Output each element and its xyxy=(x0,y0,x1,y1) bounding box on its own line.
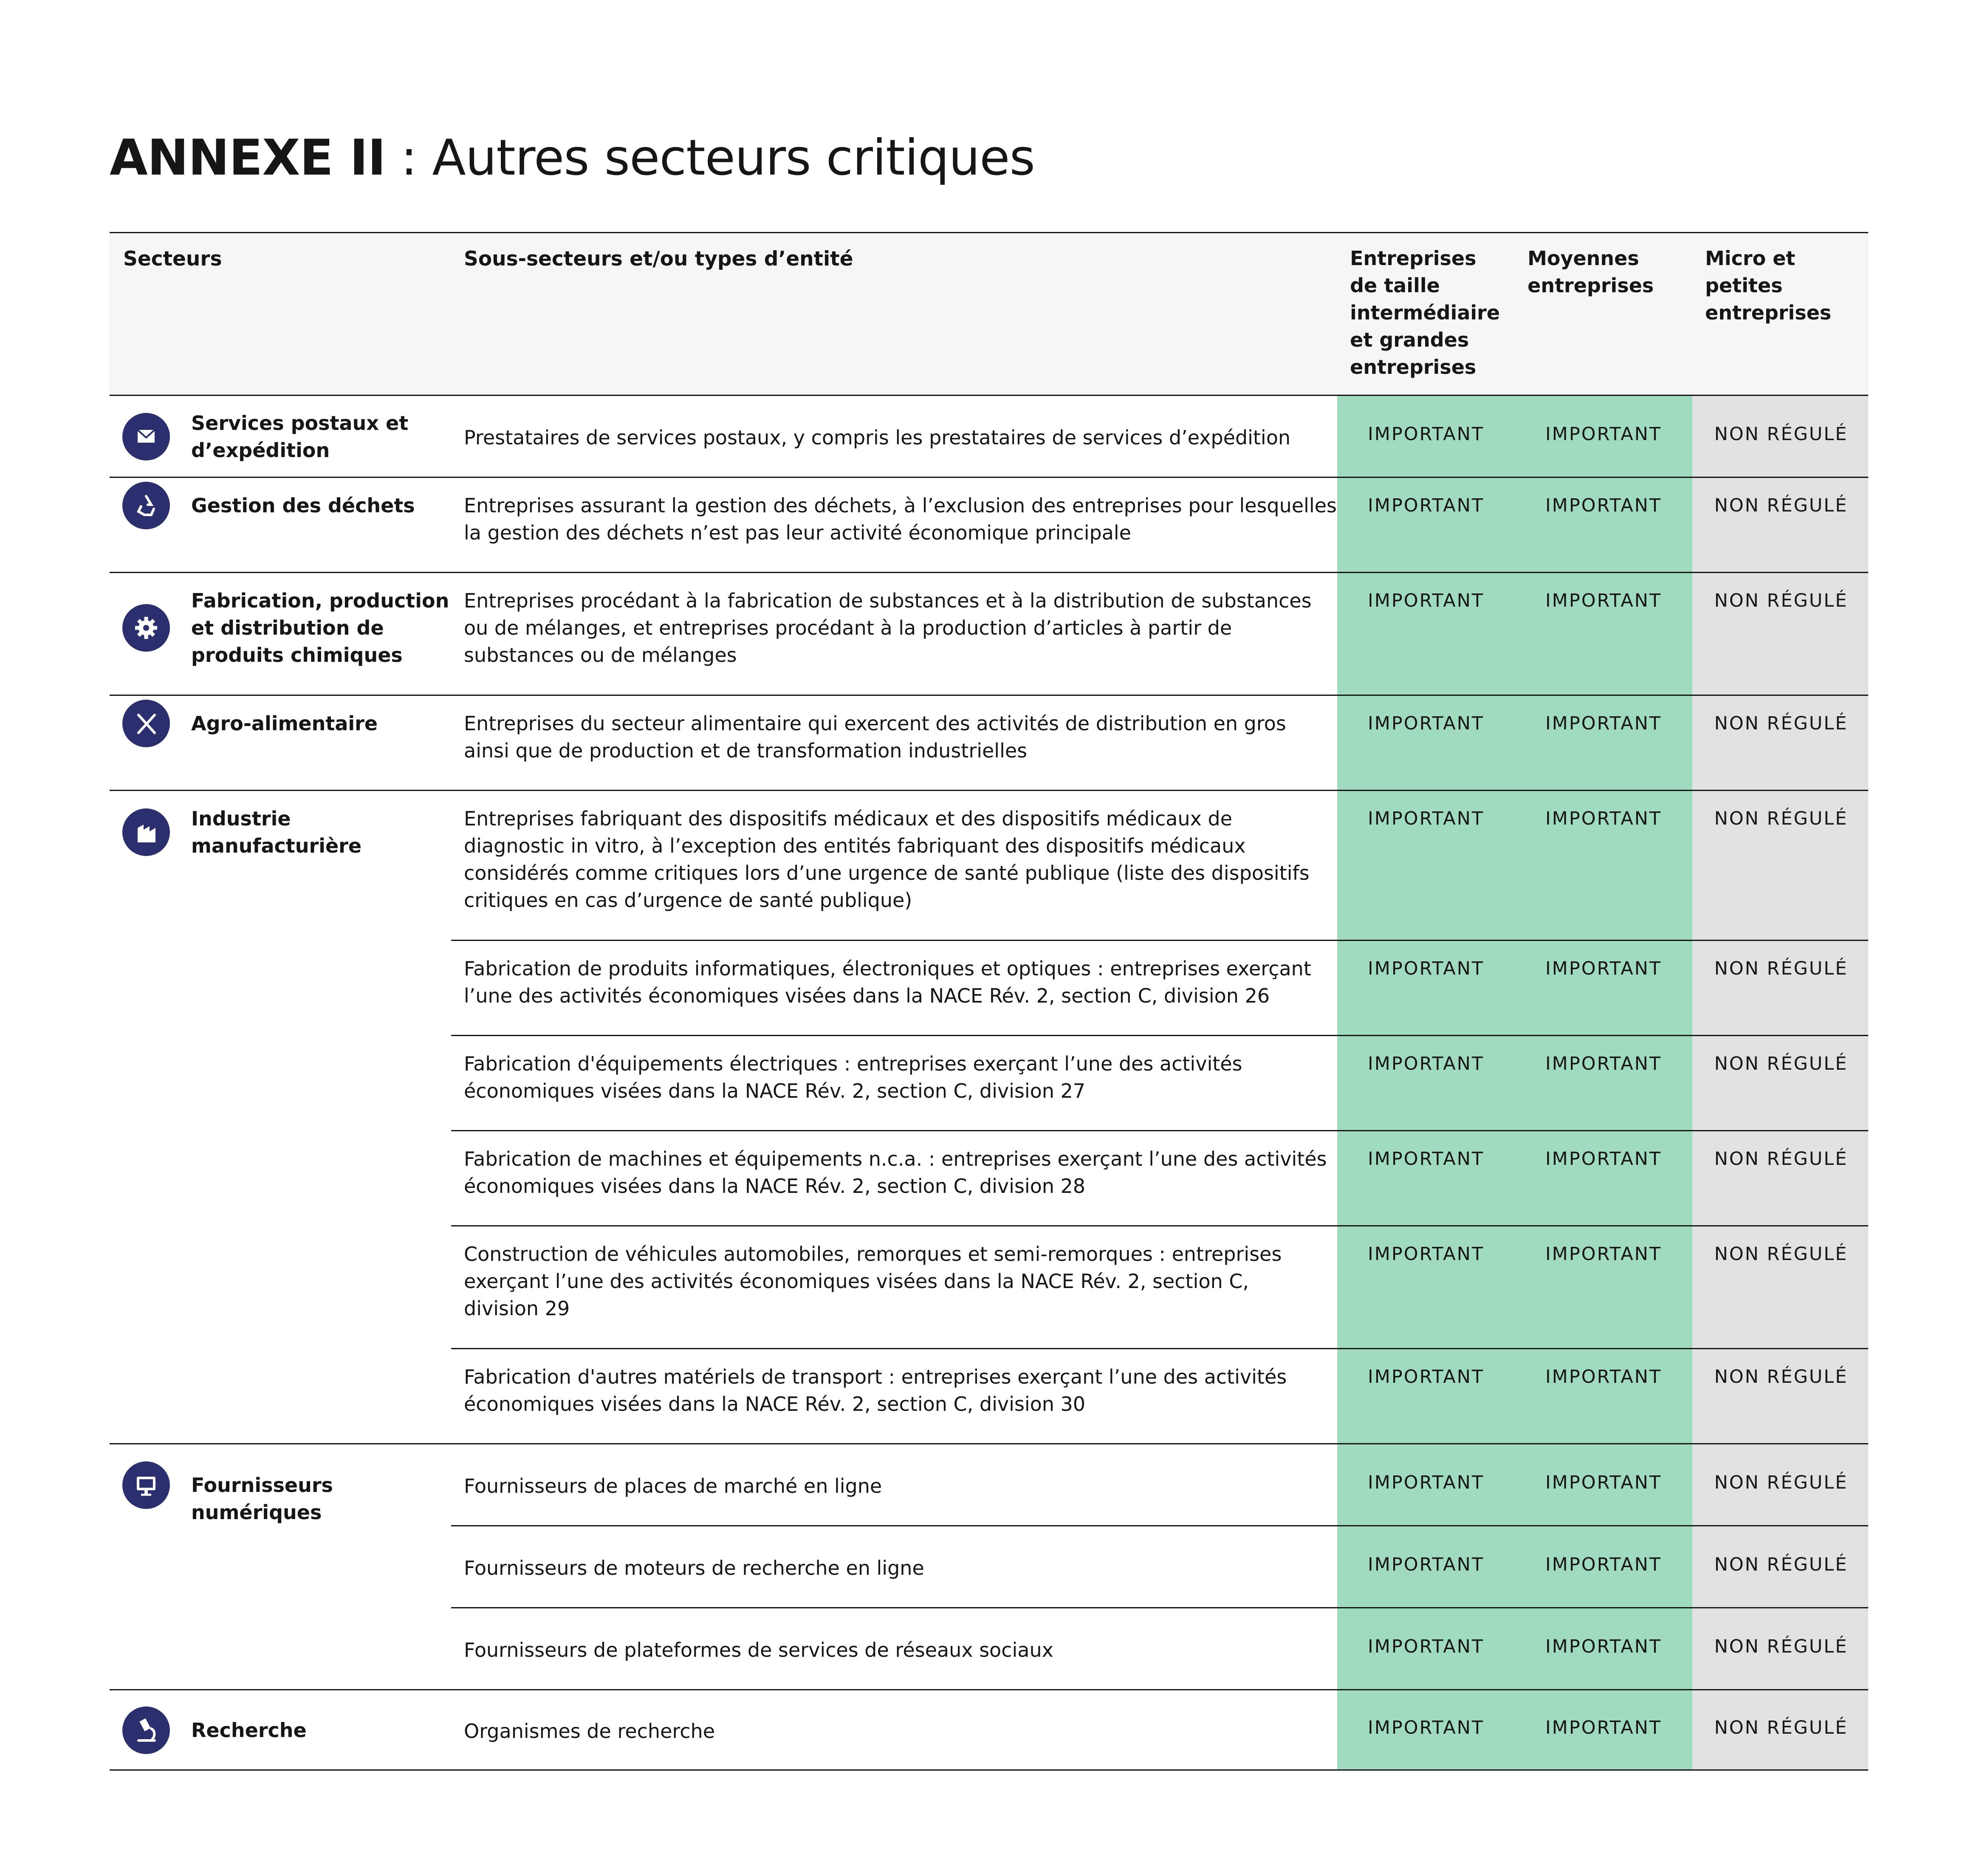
subsector-description-line: Construction de véhicules automobiles, remorques et semi-remorques : entreprises xyxy=(464,1243,1282,1266)
monitor-icon xyxy=(122,1461,170,1509)
header-small-enterprises-line: petites xyxy=(1705,274,1783,297)
sector-name xyxy=(191,587,463,669)
status-small-badge: NON RÉGULÉ xyxy=(1714,495,1848,516)
subsector-description-line: critiques en cas d’urgence de santé publique) xyxy=(464,889,912,912)
mail-icon xyxy=(122,413,170,461)
status-small-badge: NON RÉGULÉ xyxy=(1714,958,1848,979)
status-medium-badge: IMPORTANT xyxy=(1545,1554,1662,1575)
status-medium-badge: IMPORTANT xyxy=(1545,1366,1662,1387)
row-divider xyxy=(110,695,1868,696)
row-divider xyxy=(451,1607,1868,1608)
row-divider xyxy=(451,1348,1868,1349)
sector-name-line: manufacturière xyxy=(191,834,362,857)
subsector-description-line: Fournisseurs de plateformes de services de réseaux sociaux xyxy=(464,1639,1053,1661)
header-small-enterprises-line: Micro et xyxy=(1705,247,1796,270)
status-small-badge: NON RÉGULÉ xyxy=(1714,1636,1848,1657)
subsector-description xyxy=(464,1636,1352,1664)
status-large-badge: IMPORTANT xyxy=(1367,1636,1485,1657)
status-small-badge: NON RÉGULÉ xyxy=(1714,1053,1848,1074)
header-large-enterprises xyxy=(1350,245,1500,381)
row-divider xyxy=(110,477,1868,478)
status-medium-badge: IMPORTANT xyxy=(1545,495,1662,516)
factory-icon xyxy=(122,808,170,856)
subsector-description xyxy=(464,1240,1352,1322)
status-small-badge: NON RÉGULÉ xyxy=(1714,1554,1848,1575)
status-small-badge: NON RÉGULÉ xyxy=(1714,1243,1848,1265)
subsector-description-line: Entreprises du secteur alimentaire qui exercent des activités de distribution en gros xyxy=(464,712,1286,735)
sector-name-line: Gestion des déchets xyxy=(191,494,415,517)
status-large-badge: IMPORTANT xyxy=(1367,1717,1485,1738)
status-medium-badge: IMPORTANT xyxy=(1545,808,1662,829)
microscope-icon xyxy=(122,1706,170,1754)
row-divider xyxy=(451,1225,1868,1226)
status-medium-badge: IMPORTANT xyxy=(1545,424,1662,445)
subsector-description-line: Organismes de recherche xyxy=(464,1720,715,1743)
subsector-description-line: division 29 xyxy=(464,1297,570,1320)
subsector-description-line: la gestion des déchets n’est pas leur activité économique principale xyxy=(464,521,1131,544)
subsector-description-line: Prestataires de services postaux, y compris les prestataires de services d’expédition xyxy=(464,426,1290,449)
status-large-badge: IMPORTANT xyxy=(1367,958,1485,979)
status-large-badge: IMPORTANT xyxy=(1367,1554,1485,1575)
header-small-enterprises xyxy=(1705,245,1831,326)
row-divider xyxy=(451,1035,1868,1036)
subsector-description xyxy=(464,1050,1352,1105)
status-medium-badge: IMPORTANT xyxy=(1545,1148,1662,1170)
row-divider xyxy=(451,1130,1868,1131)
status-large-badge: IMPORTANT xyxy=(1367,1472,1485,1493)
sector-name-line: d’expédition xyxy=(191,439,330,462)
status-small-badge: NON RÉGULÉ xyxy=(1714,424,1848,445)
sector-name xyxy=(191,410,463,464)
status-small-badge: NON RÉGULÉ xyxy=(1714,1717,1848,1738)
status-large-badge: IMPORTANT xyxy=(1367,808,1485,829)
title-annex: ANNEXE II xyxy=(110,129,386,186)
status-large-badge: IMPORTANT xyxy=(1367,1148,1485,1170)
sector-name-line: Agro-alimentaire xyxy=(191,712,378,735)
subsector-description xyxy=(464,710,1352,764)
subsector-description-line: ainsi que de production et de transformation industrielles xyxy=(464,739,1028,762)
sector-name xyxy=(191,710,463,737)
subsector-description-line: économiques visées dans la NACE Rév. 2, section C, division 28 xyxy=(464,1175,1086,1198)
subsector-description-line: Entreprises procédant à la fabrication de substances et à la distribution de substances xyxy=(464,589,1312,612)
subsector-description xyxy=(464,1718,1352,1745)
subsector-description-line: Fabrication d'équipements électriques : entreprises exerçant l’une des activités xyxy=(464,1052,1242,1075)
subsector-description-line: substances ou de mélanges xyxy=(464,644,737,667)
header-large-enterprises-line: intermédiaire xyxy=(1350,301,1500,324)
row-divider xyxy=(110,1443,1868,1444)
status-small-badge: NON RÉGULÉ xyxy=(1714,808,1848,829)
status-medium-badge: IMPORTANT xyxy=(1545,1472,1662,1493)
header-divider xyxy=(110,395,1868,396)
sector-name-line: et distribution de xyxy=(191,616,384,639)
header-large-enterprises-line: Entreprises xyxy=(1350,247,1477,270)
row-divider xyxy=(451,1525,1868,1526)
status-large-badge: IMPORTANT xyxy=(1367,424,1485,445)
status-medium-badge: IMPORTANT xyxy=(1545,1243,1662,1265)
title-subject: : Autres secteurs critiques xyxy=(385,129,1035,186)
header-subsectors: Sous-secteurs et/ou types d’entité xyxy=(464,247,853,271)
row-divider xyxy=(451,940,1868,941)
subsector-description xyxy=(464,1145,1352,1200)
subsector-description-line: considérés comme critiques lors d’une urgence de santé publique (liste des dispositifs xyxy=(464,862,1310,884)
row-divider xyxy=(110,1689,1868,1690)
status-small-badge: NON RÉGULÉ xyxy=(1714,713,1848,734)
sector-name-line: Fournisseurs numériques xyxy=(191,1474,333,1524)
status-medium-badge: IMPORTANT xyxy=(1545,1053,1662,1074)
fork-knife-icon xyxy=(122,700,170,747)
subsector-description-line: Fabrication de produits informatiques, électroniques et optiques : entreprises exerçant xyxy=(464,957,1311,980)
status-medium-badge: IMPORTANT xyxy=(1545,713,1662,734)
sector-name-line: Fabrication, production xyxy=(191,589,449,612)
sector-name-line: Recherche xyxy=(191,1719,307,1742)
sector-name xyxy=(191,1717,463,1744)
status-medium-badge: IMPORTANT xyxy=(1545,958,1662,979)
status-large-badge: IMPORTANT xyxy=(1367,1366,1485,1387)
sector-name-line: Services postaux et xyxy=(191,412,409,435)
gear-icon xyxy=(122,604,170,652)
subsector-description-line: Entreprises assurant la gestion des déchets, à l’exclusion des entreprises pour lesquelles xyxy=(464,494,1337,517)
status-large-badge: IMPORTANT xyxy=(1367,590,1485,611)
subsector-description xyxy=(464,1363,1352,1418)
subsector-description-line: Entreprises fabriquant des dispositifs médicaux et des dispositifs médicaux de xyxy=(464,807,1232,830)
subsector-description-line: l’une des activités économiques visées dans la NACE Rév. 2, section C, division 26 xyxy=(464,984,1270,1007)
header-small-enterprises-line: entreprises xyxy=(1705,301,1832,324)
header-large-enterprises-line: entreprises xyxy=(1350,356,1477,379)
status-small-badge: NON RÉGULÉ xyxy=(1714,590,1848,611)
subsector-description-line: exerçant l’une des activités économiques visées dans la NACE Rév. 2, section C, xyxy=(464,1270,1249,1293)
sector-name xyxy=(191,1472,463,1526)
row-divider xyxy=(110,1769,1868,1771)
status-small-badge: NON RÉGULÉ xyxy=(1714,1472,1848,1493)
subsector-description-line: économiques visées dans la NACE Rév. 2, section C, division 27 xyxy=(464,1079,1086,1102)
status-large-badge: IMPORTANT xyxy=(1367,1053,1485,1074)
status-large-badge: IMPORTANT xyxy=(1367,1243,1485,1265)
subsector-description xyxy=(464,805,1352,914)
status-large-badge: IMPORTANT xyxy=(1367,713,1485,734)
status-medium-badge: IMPORTANT xyxy=(1545,1717,1662,1738)
status-medium-badge: IMPORTANT xyxy=(1545,1636,1662,1657)
subsector-description-line: Fabrication de machines et équipements n.c.a. : entreprises exerçant l’une des activités xyxy=(464,1147,1327,1170)
subsector-description xyxy=(464,1554,1352,1582)
sector-name xyxy=(191,805,463,859)
status-medium-badge: IMPORTANT xyxy=(1545,590,1662,611)
subsector-description-line: Fournisseurs de places de marché en ligne xyxy=(464,1475,882,1497)
header-medium-enterprises-line: Moyennes xyxy=(1528,247,1639,270)
subsector-description xyxy=(464,587,1352,669)
row-divider xyxy=(110,790,1868,791)
sector-name xyxy=(191,492,463,519)
subsector-description-line: économiques visées dans la NACE Rév. 2, section C, division 30 xyxy=(464,1393,1086,1415)
subsector-description xyxy=(464,1472,1352,1500)
row-divider xyxy=(110,572,1868,573)
header-sectors: Secteurs xyxy=(123,247,222,271)
subsector-description-line: ou de mélanges, et entreprises procédant à la production d’articles à partir de xyxy=(464,616,1232,639)
status-small-badge: NON RÉGULÉ xyxy=(1714,1148,1848,1170)
recycle-icon xyxy=(122,482,170,529)
header-large-enterprises-line: et grandes xyxy=(1350,328,1469,351)
page-title xyxy=(110,129,1035,186)
sector-name-line: produits chimiques xyxy=(191,644,403,667)
subsector-description-line: Fabrication d'autres matériels de transport : entreprises exerçant l’une des activités xyxy=(464,1365,1287,1388)
subsector-description-line: diagnostic in vitro, à l’exception des entités fabriquant des dispositifs médicaux xyxy=(464,834,1246,857)
header-medium-enterprises xyxy=(1528,245,1654,299)
status-large-badge: IMPORTANT xyxy=(1367,495,1485,516)
subsector-description-line: Fournisseurs de moteurs de recherche en ligne xyxy=(464,1557,924,1579)
subsector-description xyxy=(464,424,1352,451)
header-large-enterprises-line: de taille xyxy=(1350,274,1440,297)
status-small-badge: NON RÉGULÉ xyxy=(1714,1366,1848,1387)
subsector-description xyxy=(464,955,1352,1009)
subsector-description xyxy=(464,492,1352,546)
header-medium-enterprises-line: entreprises xyxy=(1528,274,1654,297)
sector-name-line: Industrie xyxy=(191,807,291,830)
